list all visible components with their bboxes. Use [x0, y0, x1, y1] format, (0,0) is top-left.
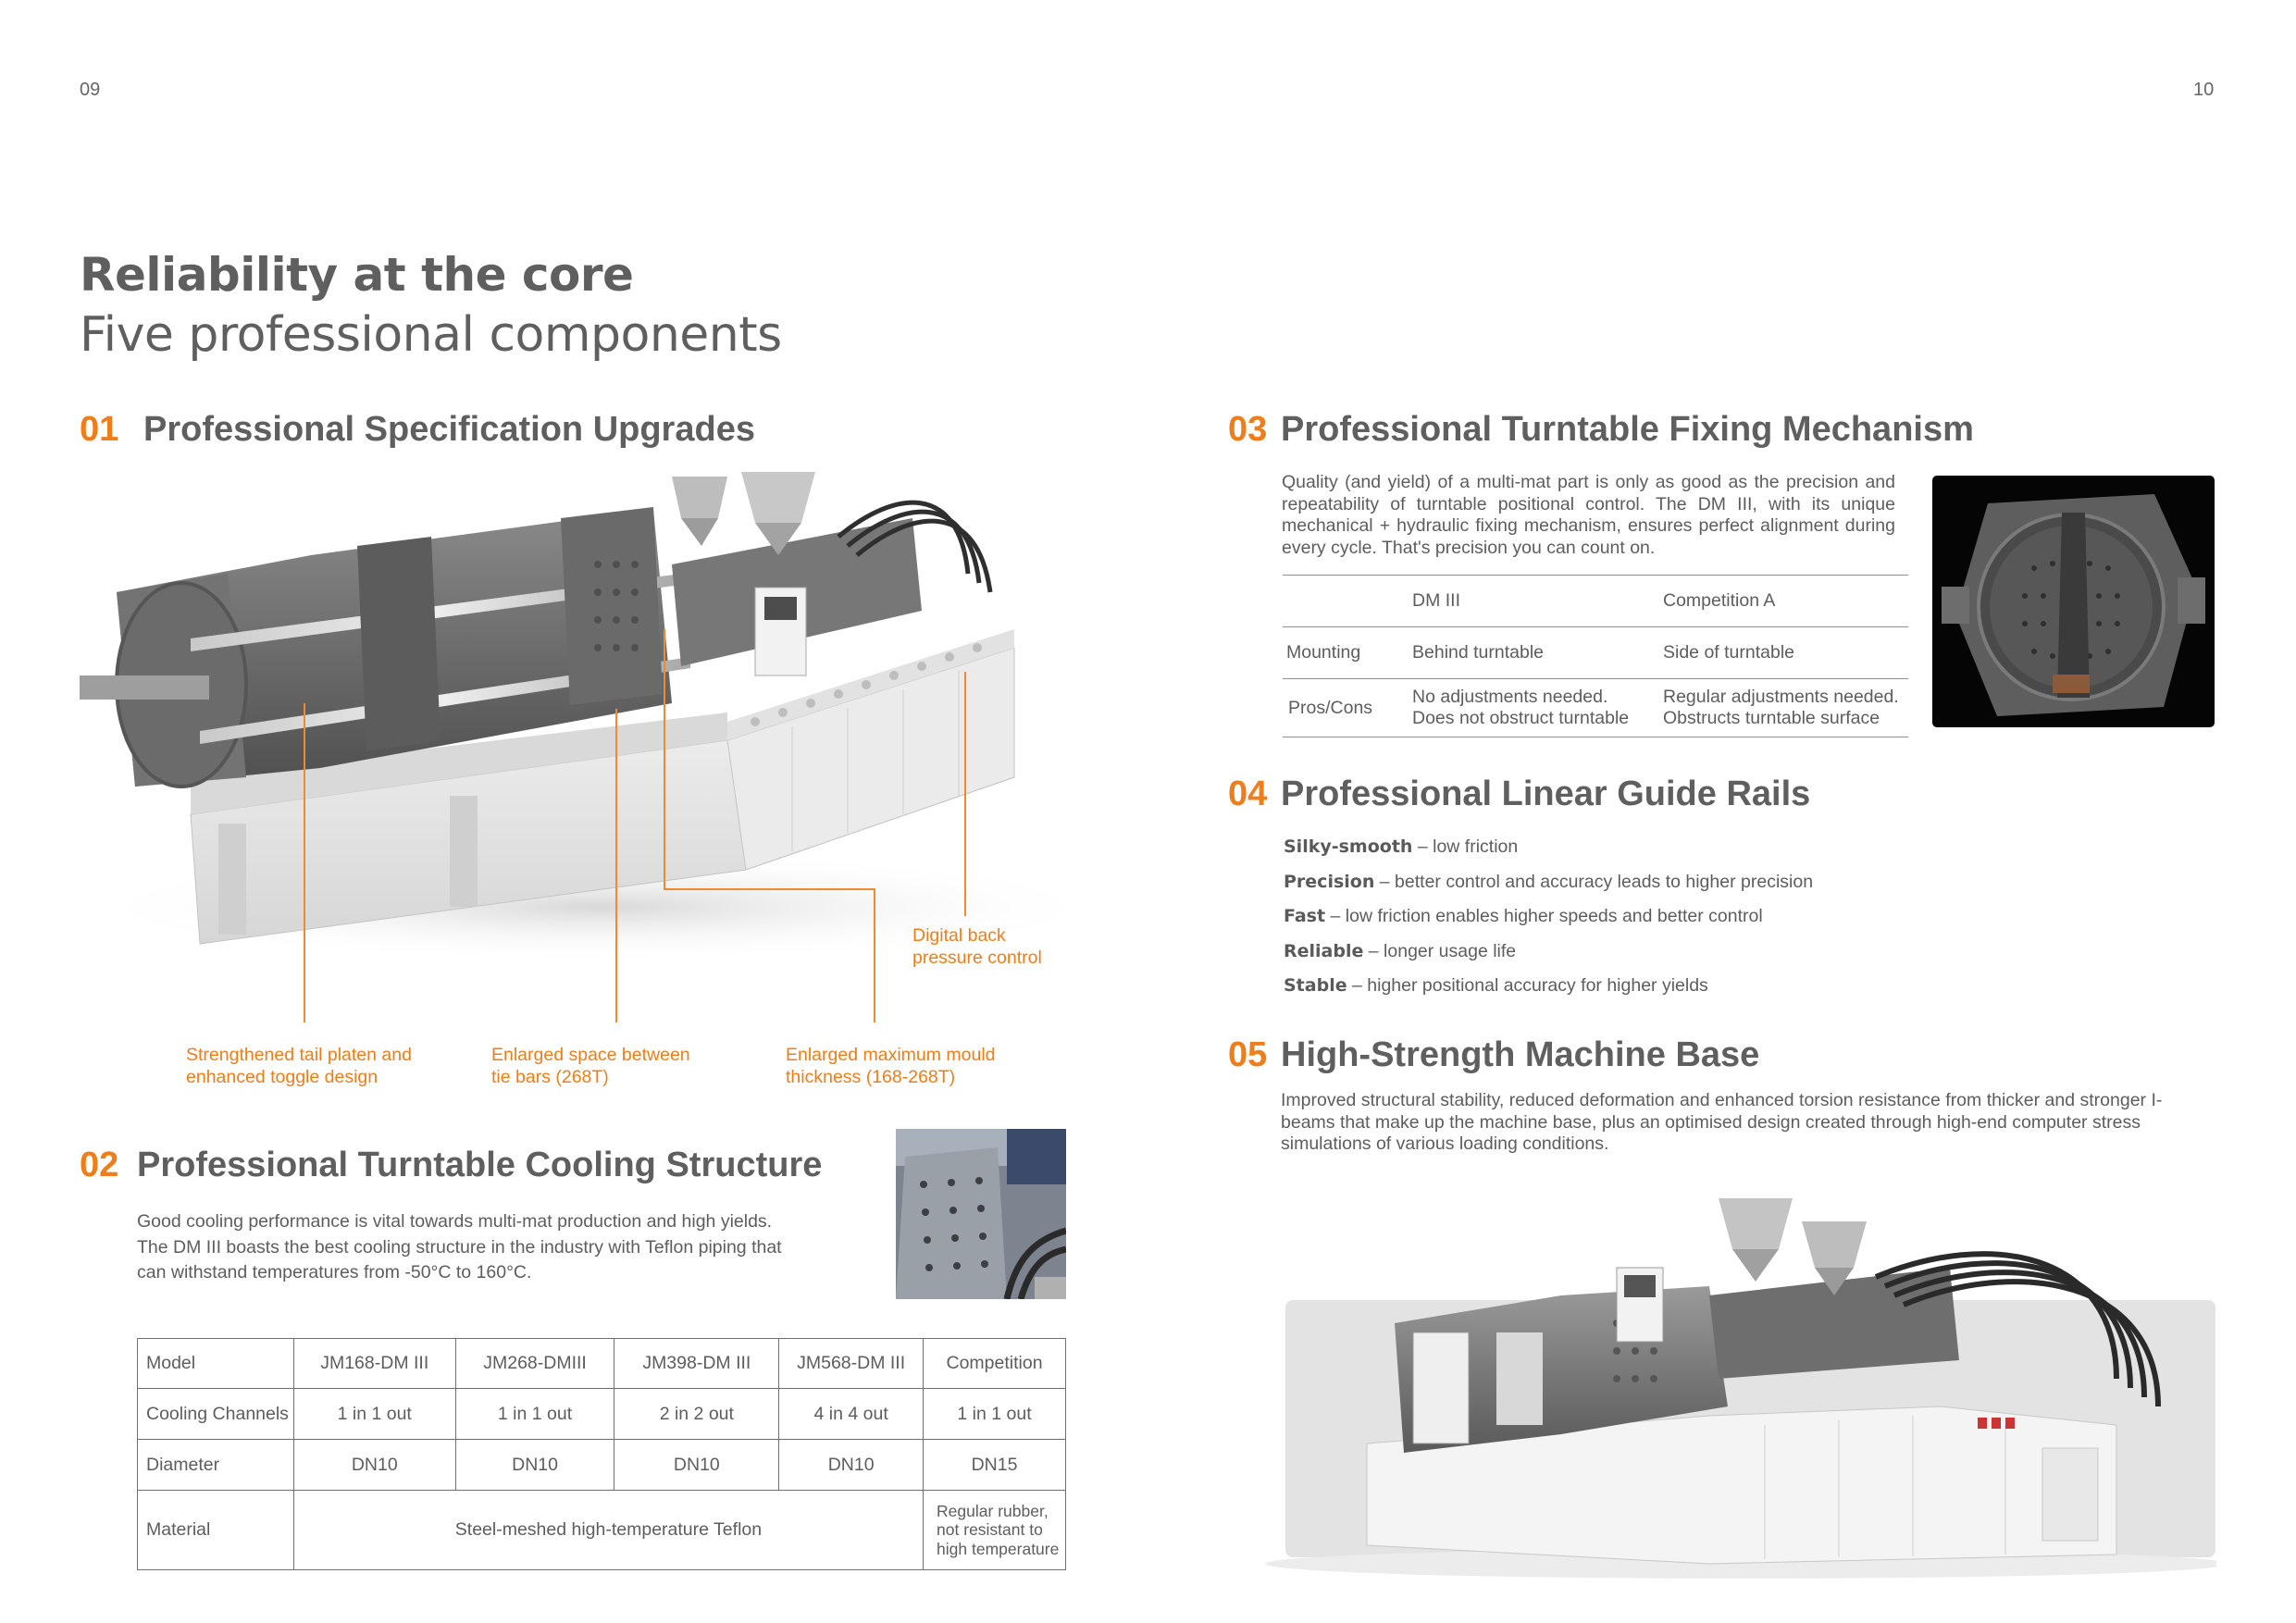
table-label-diameter: Diameter	[138, 1440, 294, 1491]
section-03-body: Quality (and yield) of a multi-mat part is only as good as the precision and repeatability of turntable positional control. The DM III, with its unique mechanical + hydraulic fixing mechanism, ensures perfect alignment during every cycle. That's precision you can count on.	[1282, 472, 1895, 558]
table-row	[138, 1440, 1066, 1491]
machine-base-illustration	[1228, 1194, 2216, 1582]
callout-label-tail-platen: Strengthened tail platen and enhanced toggle design	[186, 1045, 412, 1087]
section-01-title: Professional Specification Upgrades	[143, 410, 755, 449]
table-header-dm3: DM III	[1412, 590, 1460, 611]
table-header-jm268: JM268-DMIII	[455, 1339, 614, 1389]
table-cell: No adjustments needed. Does not obstruct turntable	[1412, 687, 1630, 728]
table-header-jm568: JM568-DM III	[779, 1339, 924, 1389]
callout-label-back-pressure: Digital back pressure control	[912, 925, 1042, 968]
table-row	[138, 1389, 1066, 1440]
section-03-title: Professional Turntable Fixing Mechanism	[1281, 410, 1974, 449]
table-cell: 1 in 1 out	[293, 1389, 455, 1440]
table-label-pros-cons: Pros/Cons	[1288, 697, 1373, 718]
callout-line-mould-horizontal	[664, 888, 875, 890]
table-row	[138, 1339, 1066, 1389]
table-label-cooling-channels: Cooling Channels	[138, 1389, 294, 1440]
table-cell: DN10	[293, 1440, 455, 1491]
section-05-number: 05	[1228, 1035, 1268, 1074]
section-02-body: Good cooling performance is vital towards multi-mat production and high yields. The DM III boasts the best cooling structure in the industry with Teflon piping that can withstand temperatures from -50°C to 160°C.	[137, 1211, 782, 1282]
callout-line-back-pressure	[964, 672, 966, 916]
section-01-number: 01	[80, 410, 119, 449]
table-cell: DN15	[924, 1440, 1066, 1491]
page-subtitle: Five professional components	[80, 307, 782, 363]
table-row	[138, 1491, 1066, 1570]
section-05-body: Improved structural stability, reduced deformation and enhanced torsion resistance from thicker and stronger I-beams that make up the machine base, plus an optimised design created through high-end computer stress simulations of various loading conditions.	[1281, 1090, 2163, 1154]
table-cell: Side of turntable	[1663, 642, 1795, 663]
callout-label-tie-bars: Enlarged space between tie bars (268T)	[491, 1045, 690, 1087]
table-row	[1283, 576, 1908, 627]
page-number-left: 09	[80, 80, 101, 100]
section-04-features	[1284, 836, 1813, 1010]
table-cell: DN10	[455, 1440, 614, 1491]
table-label-material: Material	[138, 1491, 294, 1570]
page-number-right: 10	[2193, 80, 2215, 100]
table-label-mounting: Mounting	[1286, 642, 1361, 663]
list-item: Precision – better control and accuracy leads to higher precision	[1284, 871, 1814, 892]
table-cell: 1 in 1 out	[924, 1389, 1066, 1440]
section-04-number: 04	[1228, 774, 1268, 813]
table-header-competition: Competition	[924, 1339, 1066, 1389]
section-05-title: High-Strength Machine Base	[1281, 1035, 1760, 1074]
section-02-number: 02	[80, 1146, 119, 1184]
list-item: Silky-smooth – low friction	[1284, 836, 1519, 857]
table-cell: Regular adjustments needed. Obstructs turntable surface	[1663, 687, 1899, 728]
machine-illustration-main	[80, 463, 1098, 962]
callout-line-tie-bars	[615, 709, 617, 1022]
table-cell-material-main: Steel-meshed high-temperature Teflon	[293, 1491, 923, 1570]
table-cell: DN10	[614, 1440, 779, 1491]
table-header-jm168: JM168-DM III	[293, 1339, 455, 1389]
callout-line-tail-platen	[304, 703, 305, 1022]
callout-line-mould-upper	[664, 629, 665, 888]
cooling-comparison-table	[137, 1338, 1066, 1570]
table-header-competition-a: Competition A	[1663, 590, 1776, 611]
table-header-jm398: JM398-DM III	[614, 1339, 779, 1389]
table-cell: 2 in 2 out	[614, 1389, 779, 1440]
list-item: Reliable – longer usage life	[1284, 940, 1517, 961]
section-04-title: Professional Linear Guide Rails	[1281, 774, 1811, 813]
list-item: Stable – higher positional accuracy for higher yields	[1284, 975, 1708, 996]
page-title: Reliability at the core	[80, 248, 634, 302]
table-row	[1283, 627, 1908, 679]
turntable-comparison-table	[1283, 575, 1908, 737]
callout-label-mould-thickness: Enlarged maximum mould thickness (168-268T)	[786, 1045, 996, 1087]
table-cell: 4 in 4 out	[779, 1389, 924, 1440]
table-row	[1283, 679, 1908, 737]
section-03-number: 03	[1228, 410, 1268, 449]
table-cell: DN10	[779, 1440, 924, 1491]
list-item: Fast – low friction enables higher speeds and better control	[1284, 906, 1763, 926]
table-cell: Behind turntable	[1412, 642, 1545, 663]
turntable-fixing-photo	[1932, 476, 2215, 727]
table-cell-material-competition: Regular rubber, not resistant to high temperature	[924, 1491, 1066, 1570]
table-cell: 1 in 1 out	[455, 1389, 614, 1440]
cooling-structure-photo	[896, 1129, 1066, 1299]
section-02-title: Professional Turntable Cooling Structure	[137, 1146, 823, 1184]
callout-line-mould-lower	[874, 888, 875, 1022]
table-header-model: Model	[138, 1339, 294, 1389]
